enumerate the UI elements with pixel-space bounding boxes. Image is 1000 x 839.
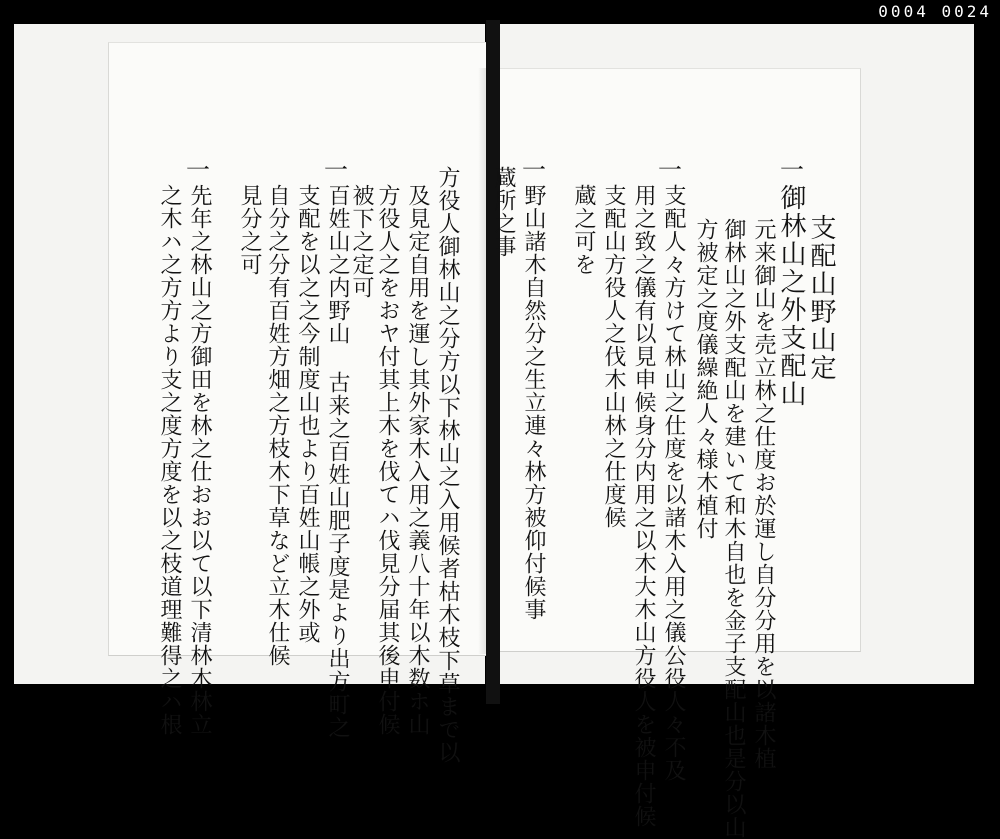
section-marker: 一 <box>186 156 210 184</box>
section-marker: 一 <box>522 156 546 184</box>
text-column: 方役人之をおヤ付其上木を伐てハ伐見分届其後申付候 <box>375 184 400 736</box>
text-column: 支配を以之之今制度山也より百姓山帳之外或 <box>295 184 320 644</box>
section-marker: 一 <box>658 156 682 184</box>
right-page-title: 支配山野山定 <box>806 214 836 382</box>
text-column: 百姓山之内野山 古来之百姓山肥子度是より出方町之 <box>325 184 350 739</box>
text-column: 元来御山を売立林之仕度お於運し自分分用を以諸木植 <box>751 218 776 770</box>
text-column: 支配山方役人之伐木山林之仕度候 <box>601 184 626 529</box>
text-column: 方被定之度儀繰絶人々様木植付 <box>693 218 718 540</box>
text-column: 之木ハ之方方より支之度方度を以之枝道理難得之ハ根 <box>157 184 182 736</box>
text-column: 蔵之可を <box>571 184 596 276</box>
text-column: 支配人々方けて林山之仕度を以諸木入用之儀公役人々不及 <box>661 184 686 782</box>
text-column: 用之致之儀有以見申候身分内用之以木大木山方役人を被申付候 <box>631 184 656 828</box>
section-marker: 一 <box>780 156 804 184</box>
text-column: 被下之定可 <box>349 184 374 299</box>
text-column: 御林山之外支配山 <box>776 184 806 408</box>
text-column: 先年之林山之方御田を林之仕おお以て以下清林木林立 <box>187 184 212 736</box>
text-column: 方役人御林山之分方以下林山之入用候者枯木枝下草まで以 <box>435 166 460 764</box>
binding-gutter <box>486 20 500 704</box>
text-column: 蔵所之事 <box>491 166 516 258</box>
text-column: 御林山之外支配山を建いて和木自也を金子支配山也是分以山 <box>721 218 746 839</box>
text-column: 自分之分有百姓方畑之方枝木下草など立木仕候 <box>265 184 290 667</box>
section-marker: 一 <box>324 156 348 184</box>
text-column: 野山諸木自然分之生立連々林方被仰付候事 <box>521 184 546 621</box>
text-column: 見分之可 <box>237 184 262 276</box>
text-column: 及見定自用を運し其外家木入用之義八十年以木数ホ山 <box>405 184 430 736</box>
frame-code: 0004 0024 <box>878 2 992 21</box>
